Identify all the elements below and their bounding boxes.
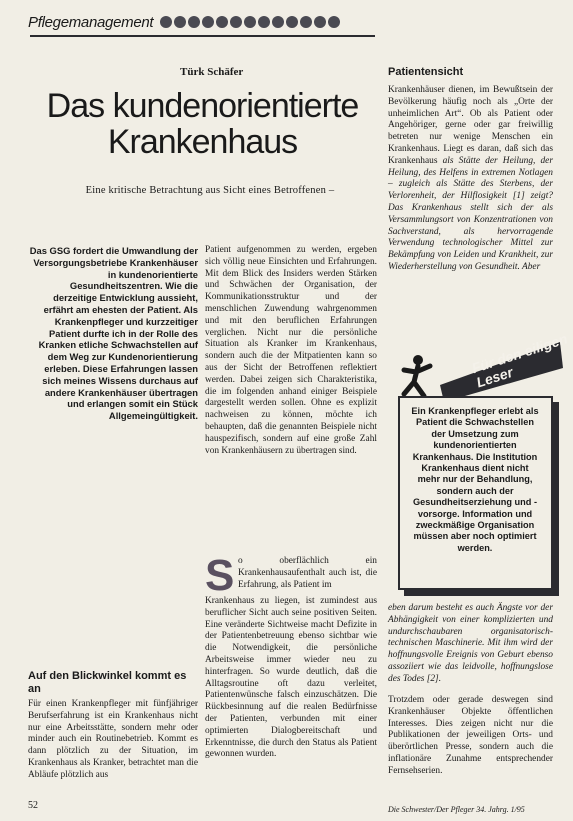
- runner-head: [413, 355, 423, 365]
- reader-banner-text: Für den eiligen Leser: [469, 330, 570, 391]
- journal-footer: Die Schwester/Der Pfleger 34. Jahrg. 1/95: [388, 805, 525, 814]
- summary-box-text: Ein Krankenpfleger erlebt als Patient die Schwachstellen der Umsetzung zum kundenorientierten Krankenhaus. Die Institution Krankenhaus dient nicht mehr nur der Behandlung, sondern auch der Gesundheitserziehung und -vorsorge. Information und zweckmäßige Organisation müssen aber noch optimiert werden.: [411, 406, 539, 553]
- title-line-2: Krankenhaus: [107, 123, 298, 161]
- header-dot: [328, 16, 340, 28]
- author-name: Türk Schäfer: [180, 66, 244, 78]
- runner-icon: [404, 366, 430, 396]
- section-label: Pflegemanagement: [28, 14, 154, 31]
- header-dot: [202, 16, 214, 28]
- middle-column-text-1: Patient aufgenommen zu werden, ergeben sich völlig neue Einsichten und Erfahrungen. Mit dem Blick des Insiders werden Stärken und Schwächen der Organisation, der Kommunikationsstruktur und der menschlichen Zuwendung wahrgenommen und mit den beruflichen Erfahrungen verglichen. Nicht nur die persönliche Situation als Kranker im Krankenhaus, sondern auch die der Mitpatienten kann so aus der Sicht der Betroffenen reflektiert werden. Dabei zeigen sich Charakteristika, die im folgenden anhand einiger Beispiele dargestellt werden sollen. Ohne es explizit nachweisen zu können, möchte ich behaupten, daß die genannten Beispiele nicht hauspezifisch, sondern auf eine große Zahl von Krankenhäusern zu übertragen sind.: [205, 245, 377, 456]
- article-subtitle: Eine kritische Betrachtung aus Sicht eines Betroffenen –: [85, 185, 335, 196]
- right-text-1b: als Stätte der Heilung, der Heilung, des Helfens in extremen Notlagen – zugleich als Stätte des Sterbens, der Verlorenheit, der Hilflosigkeit [1] zeigt? Das Krankenhaus stellt sich der als Versammlungsort von Konzentrationen von Sachverstand, als hervorragende Verwendung technologischer Mittel zur Bekämpfung von Leiden und Krankheit, zur Wiederherstellung von Gesundheit. Aber: [388, 155, 553, 272]
- left-column-text: Für einen Krankenpfleger mit fünfjähriger Berufserfahrung ist ein Krankenhaus nicht nur eine Arbeitsstätte, sondern mehr oder minder auch ein Routinebetrieb. Kommt es dann plötzlich zu der Situation, im Krankenhaus als Kranker, betrachtet man die Abläufe plötzlich aus: [28, 699, 198, 780]
- title-line-1: Das kundenorientierte: [46, 87, 359, 125]
- header-dot: [174, 16, 186, 28]
- right-column-text-2: eben darum besteht es auch Ängste vor der Abhängigkeit von einer komplizierten und undurchschaubaren organisatorisch-technischen Maschinerie. Mit ihm wird der hoffnungsvolle Ereignis von Geburt ebenso assoziiert wie das leidvolle, hoffnungslose des Todes [2].: [388, 603, 553, 684]
- middle-column-text-2: o oberflächlich ein Krankenhausaufenthalt auch ist, die Erfahrung, als Patient im: [238, 556, 377, 590]
- header-dot: [300, 16, 312, 28]
- article-title: [30, 88, 375, 160]
- header-rule: [30, 35, 375, 37]
- header-dot: [230, 16, 242, 28]
- header-dot: [244, 16, 256, 28]
- header-dot-row: [160, 16, 340, 28]
- header-dot: [272, 16, 284, 28]
- header-dot: [314, 16, 326, 28]
- right-text-1a: Krankenhäuser dienen, im Bewußtsein der Bevölkerung häufig noch als „Orte der unheimlichen Art“. Ob als Patient oder Angehöriger, gerne oder gar freiwillig betreten nur wenige Menschen ein Krankenhaus. Liegt es daran, daß sich das Krankenhaus: [388, 85, 553, 166]
- middle-column-text-3: Krankenhaus zu liegen, ist zumindest aus beruflicher Sicht auch seine positiven Seiten. Eine veränderte Sichtweise macht Defizite in der Patientenbetreuung ebenso sichtbar wie die Notwendigkeit, die persönliche Arbeitsweise immer wieder neu zu hinterfragen. So wurde deutlich, daß die Alltagsroutine oft dazu verleitet, Patientenwünsche falsch einzuschätzen. Die Rückbesinnung auf die realen Bedürfnisse der Patienten, verbunden mit einer optimierten Dialogbereitschaft und Erkenntnisse, die durch den Status als Patient gewonnen wurden.: [205, 596, 377, 760]
- drop-cap: S: [205, 551, 235, 600]
- header-dot: [258, 16, 270, 28]
- page-number: 52: [28, 800, 38, 811]
- header-dot: [188, 16, 200, 28]
- section-heading-patientensicht: Patientensicht: [388, 66, 464, 78]
- intro-paragraph: Das GSG fordert die Umwandlung der Versorgungsbetriebe Krankenhäuser in kundenorientierte Gesundheitszentren. Wie die derzeitige Entwicklung aussieht, erfährt am ehesten der Patient. Als Krankenpfleger und kurzzeitiger Patient durfte ich in der Rolle des Kranken etliche Schwachstellen auf dem Weg zur Kundenorientierung erleben. Diese Erfahrungen lassen sich meines Wissens durchaus auf andere Krankenhäuser übertragen und erlangen somit ein Stück Allgemeingültigkeit.: [29, 245, 198, 422]
- right-column-text-1: [388, 85, 553, 274]
- header-dot: [160, 16, 172, 28]
- right-column-text-3: Trotzdem oder gerade deswegen sind Krankenhäuser Objekte öffentlichen Interesses. Dies zeigen nicht nur die Publikationen der jeweiligen Orts- und überörtlichen Presse, sondern auch die inflationäre Zunahme entsprechender Fernsehserien.: [388, 695, 553, 776]
- header-dot: [286, 16, 298, 28]
- section-heading-blickwinkel: Auf den Blickwinkel kommt es an: [28, 670, 187, 695]
- header-dot: [216, 16, 228, 28]
